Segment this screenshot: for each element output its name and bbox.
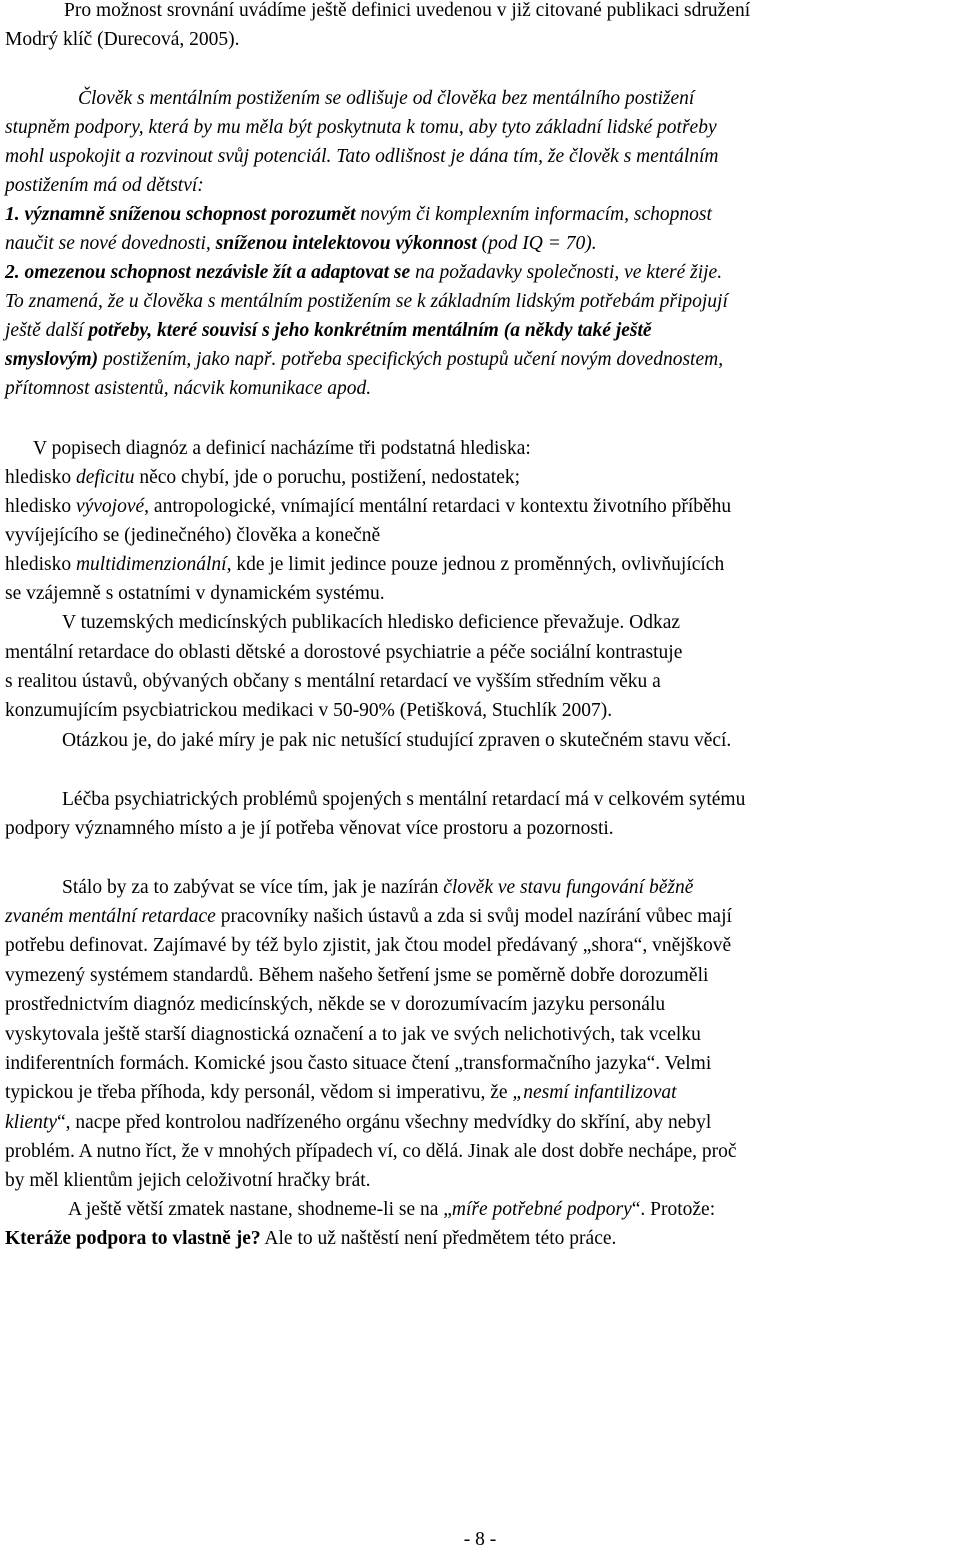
text-run: hledisko: [5, 496, 76, 517]
paragraph-line: V popisech diagnóz a definicí nacházíme tři podstatná hlediska:: [33, 438, 531, 459]
text-run: naučit se nové dovednosti,: [5, 233, 216, 254]
paragraph-line: indiferentních formách. Komické jsou často situace čtení „transformačního jazyka“. Velmi: [5, 1053, 712, 1074]
paragraph-line: [5, 1108, 711, 1138]
text-run: ještě další: [5, 320, 89, 341]
paragraph-line: [5, 1078, 677, 1108]
paragraph-line: podpory významného místo a je jí potřeba věnovat více prostoru a pozornosti.: [5, 818, 614, 839]
quote-line: stupněm podpory, která by mu měla být poskytnuta k tomu, aby tyto základní lidské potřeby: [5, 117, 717, 138]
paragraph-line: [68, 1195, 715, 1225]
paragraph-line: vyvíjejícího se (jedinečného) člověka a konečně: [5, 525, 381, 546]
paragraph-line: se vzájemně s ostatními v dynamickém systému.: [5, 583, 385, 604]
intro-line-2: Modrý klíč (Durecová, 2005).: [5, 29, 240, 50]
paragraph-line: V tuzemských medicínských publikacích hledisko deficience převažuje. Odkaz: [62, 612, 681, 633]
paragraph-line: [5, 902, 732, 932]
text-run: “. Protože:: [631, 1199, 716, 1220]
quote-point-2: [5, 258, 722, 288]
paragraph-line: Léčba psychiatrických problémů spojených s mentální retardací má v celkovém sytému: [62, 789, 746, 810]
bold-phrase: 1. významně sníženou schopnost porozumět: [5, 204, 356, 225]
paragraph-line: s realitou ústavů, obývaných občany s mentální retardací ve vyšším středním věku a: [5, 671, 661, 692]
text-run: novým či komplexním informacím, schopnost: [355, 204, 712, 225]
quote-line: přítomnost asistentů, nácvik komunikace apod.: [5, 378, 372, 399]
paragraph-line: potřebu definovat. Zajímavé by též bylo zjistit, jak čtou model předávaný „shora“, vnějškově: [5, 935, 732, 956]
quote-line: postižením má od dětství:: [5, 175, 204, 196]
text-run: “, nacpe před kontrolou nadřízeného orgánu všechny medvídky do skříní, aby nebyl: [56, 1112, 712, 1133]
quote-line: [5, 316, 652, 346]
italic-term: vývojové: [75, 496, 145, 517]
text-run: , antropologické, vnímající mentální retardaci v kontextu životního příběhu: [144, 496, 732, 517]
paragraph-line: prostřednictvím diagnóz medicínských, někde se v dorozumívacím jazyku personálu: [5, 994, 666, 1015]
text-run: , kde je limit jedince pouze jednou z proměnných, ovlivňujících: [226, 554, 725, 575]
text-run: Ale to už naštěstí není předmětem této práce.: [260, 1228, 617, 1249]
paragraph-line: mentální retardace do oblasti dětské a dorostové psychiatrie a péče sociální kontrastuje: [5, 642, 683, 663]
paragraph-line: vyskytovala ještě starší diagnostická označení a to jak ve svých nelichotivých, tak vcelku: [5, 1024, 701, 1045]
bold-phrase: potřeby, které souvisí s jeho konkrétním mentálním (a někdy také ještě: [88, 320, 652, 341]
italic-term: zvaném mentální retardace: [5, 906, 216, 927]
text-run: postižením, jako např. potřeba specifických postupů učení novým dovednostem,: [98, 349, 724, 370]
text-run: hledisko: [5, 467, 76, 488]
text-run: (pod IQ = 70).: [476, 233, 597, 254]
bold-phrase: sníženou intelektovou výkonnost: [215, 233, 477, 254]
paragraph-line: [5, 550, 724, 580]
paragraph-line: [62, 873, 693, 903]
paragraph-line: vymezený systémem standardů. Během našeho šetření jsme se poměrně dobře dorozuměli: [5, 965, 709, 986]
text-run: A ještě větší zmatek nastane, shodneme-li se na „: [68, 1199, 452, 1220]
text-run: něco chybí, jde o poruchu, postižení, nedostatek;: [134, 467, 521, 488]
paragraph-line: problém. A nutno říct, že v mnohých případech ví, co dělá. Jinak ale dost dobře nechápe, proč: [5, 1141, 737, 1162]
paragraph-line: [5, 463, 520, 493]
bold-phrase: smyslovým): [5, 349, 99, 370]
paragraph-line: Otázkou je, do jaké míry je pak nic netušící studující zpraven o skutečném stavu věcí.: [62, 730, 732, 751]
quote-line: [5, 345, 723, 375]
paragraph-line: by měl klientům jejich celoživotní hračky brát.: [5, 1170, 371, 1191]
italic-term: multidimenzionální: [75, 554, 227, 575]
text-run: Stálo by za to zabývat se více tím, jak je nazírán: [62, 877, 444, 898]
page-number: - 8 -: [463, 1529, 497, 1550]
italic-term: „nesmí infantilizovat: [512, 1082, 677, 1103]
text-run: pracovníky našich ústavů a zda si svůj model nazírání vůbec mají: [215, 906, 732, 927]
quote-line: Člověk s mentálním postižením se odlišuje od člověka bez mentálního postižení: [78, 88, 695, 109]
italic-term: člověk ve stavu fungování běžně: [443, 877, 694, 898]
text-run: na požadavky společnosti, ve které žije.: [410, 262, 723, 283]
bold-phrase: 2. omezenou schopnost nezávisle žít a adaptovat se: [5, 262, 411, 283]
bold-phrase: Kteráže podpora to vlastně je?: [5, 1228, 261, 1249]
intro-line-1: Pro možnost srovnání uvádíme ještě definici uvedenou v již citované publikaci sdružení: [64, 0, 751, 21]
italic-term: míře potřebné podpory: [451, 1199, 632, 1220]
paragraph-line: [5, 1224, 616, 1254]
quote-line: mohl uspokojit a rozvinout svůj potenciál. Tato odlišnost je dána tím, že člověk s mentálním: [5, 146, 719, 167]
italic-term: klienty: [5, 1112, 57, 1133]
italic-term: deficitu: [75, 467, 135, 488]
paragraph-line: [5, 492, 731, 522]
paragraph-line: konzumujícím psycbiatrickou medikaci v 50-90% (Petišková, Stuchlík 2007).: [5, 700, 613, 721]
quote-line: To znamená, že u člověka s mentálním postižením se k základním lidským potřebám připojují: [5, 291, 728, 312]
text-run: hledisko: [5, 554, 76, 575]
quote-point-1-cont: [5, 229, 597, 259]
text-run: typickou je třeba příhoda, kdy personál, vědom si imperativu, že: [5, 1082, 513, 1103]
quote-point-1: [5, 200, 712, 230]
